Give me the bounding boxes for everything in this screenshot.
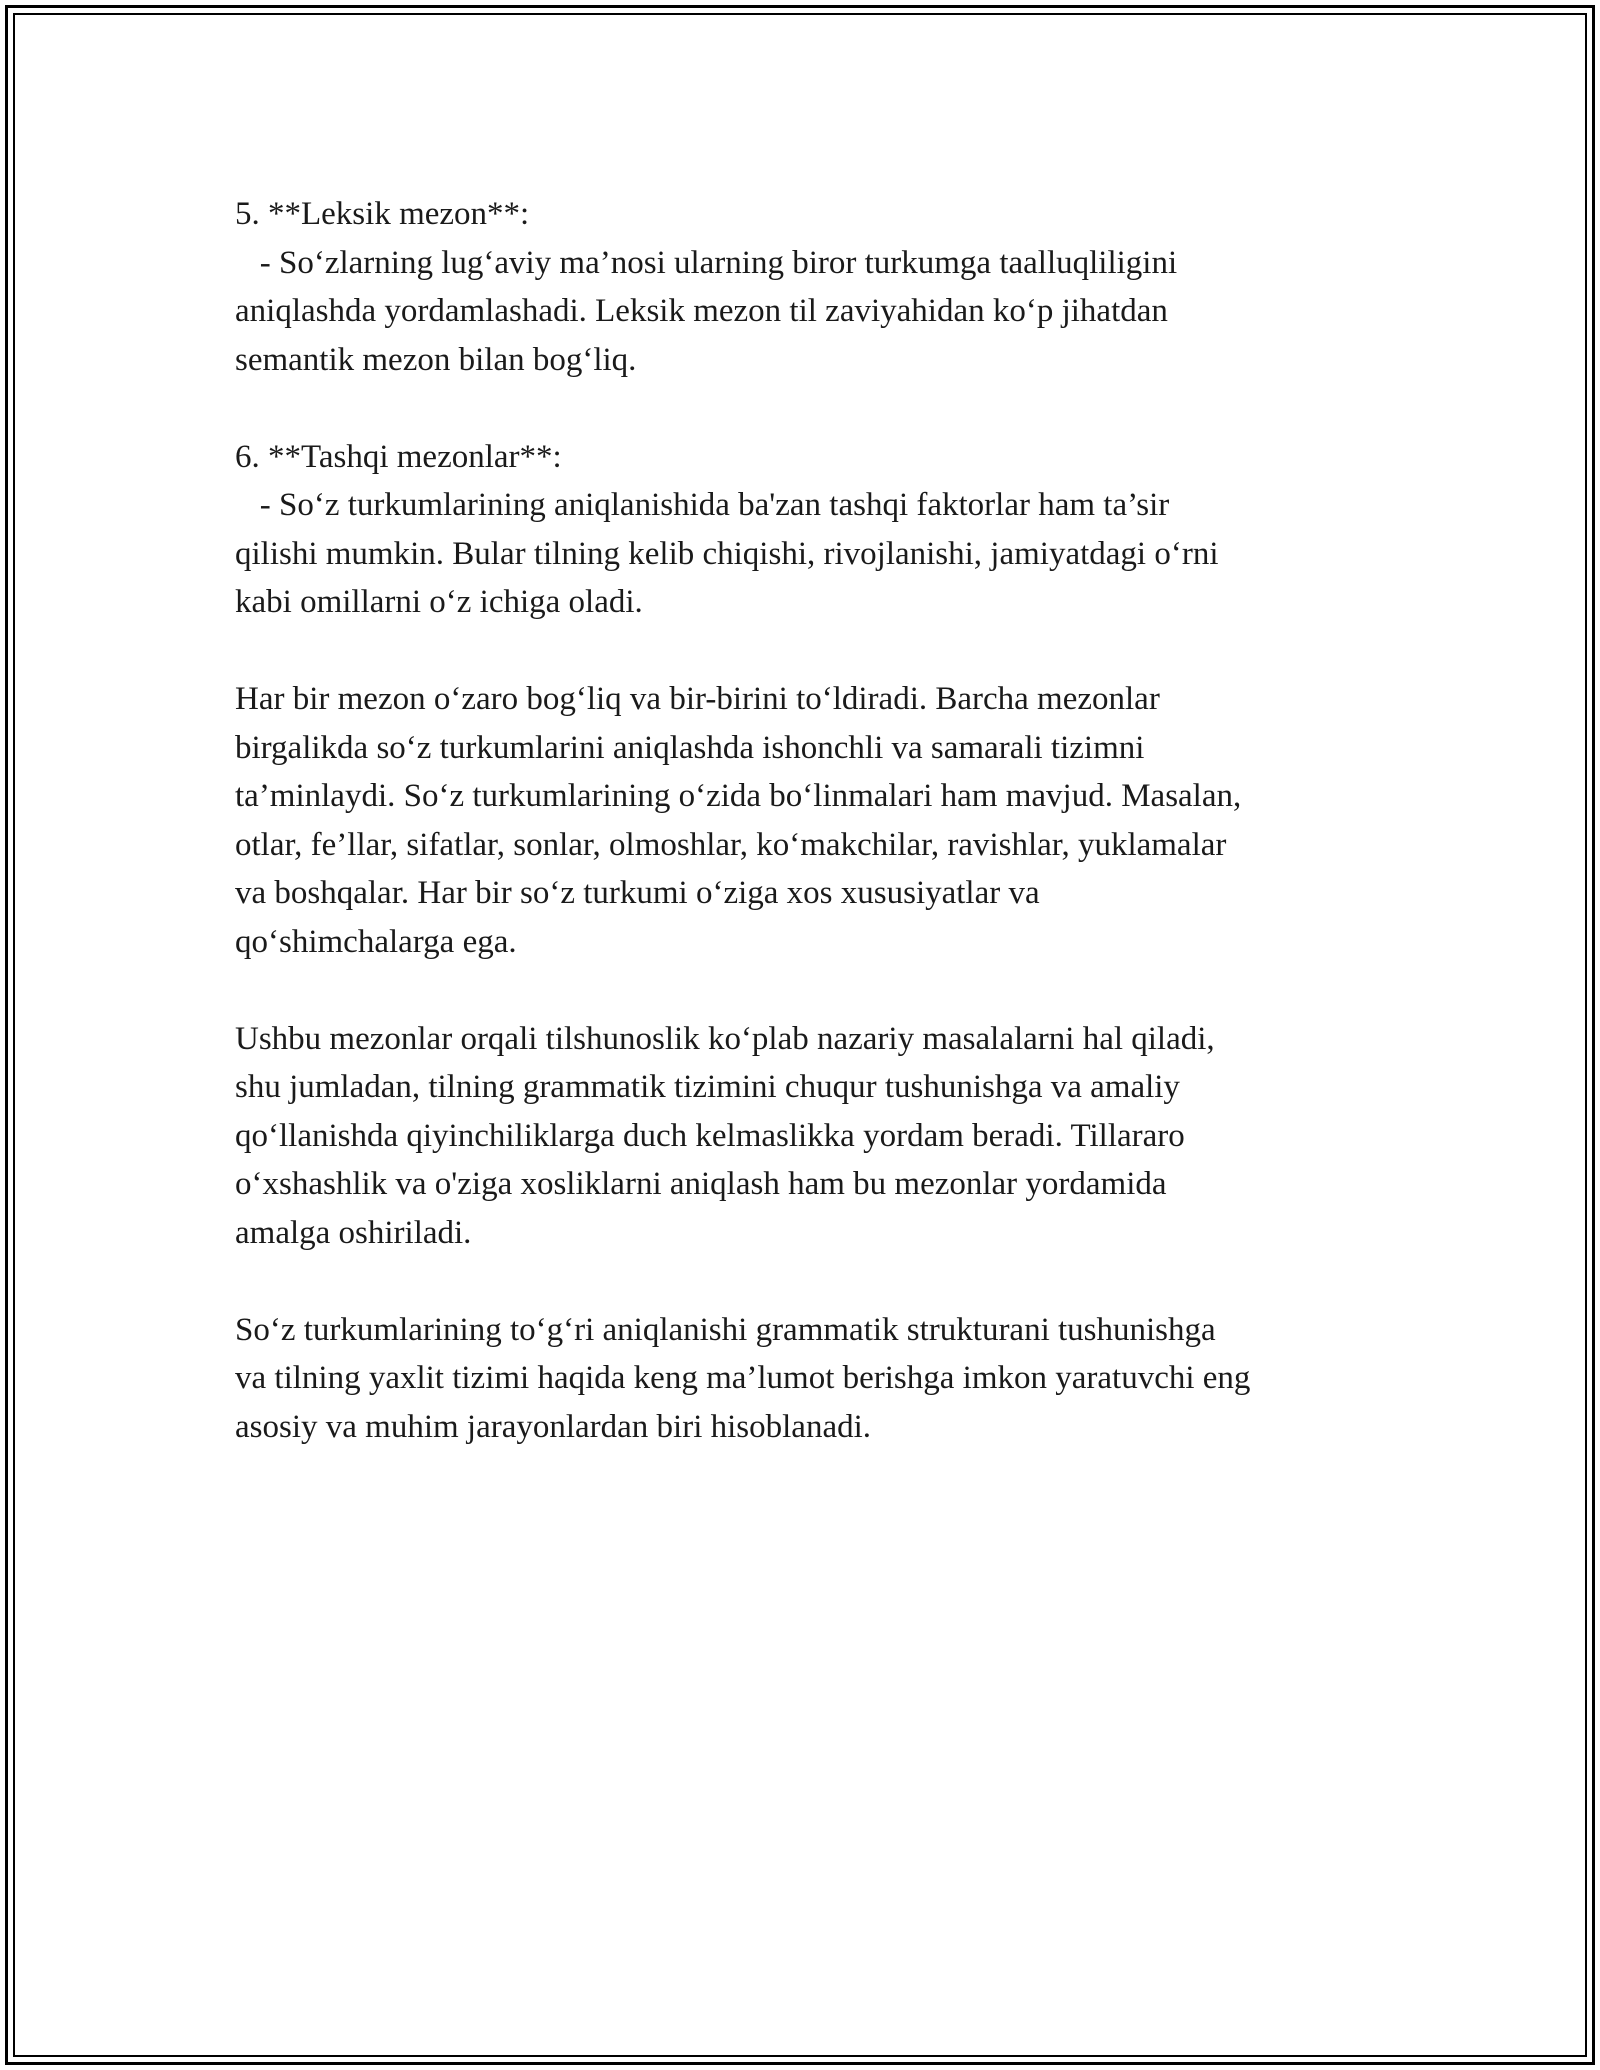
paragraph-har-bir-mezon xyxy=(235,675,1375,966)
paragraph-line: otlar, fe’llar, sifatlar, sonlar, olmoshlar, ko‘makchilar, ravishlar, yuklamalar xyxy=(235,826,1227,863)
paragraph-line: aniqlashda yordamlashadi. Leksik mezon til zaviyahidan ko‘p jihatdan xyxy=(235,293,1168,329)
document-body xyxy=(235,190,1375,1500)
paragraph-line: qilishi mumkin. Bular tilning kelib chiqishi, rivojlanishi, jamiyatdagi o‘rni xyxy=(235,535,1219,572)
paragraph-line: ta’minlaydi. So‘z turkumlarining o‘zida bo‘linmalari ham mavjud. Masalan, xyxy=(235,778,1242,814)
paragraph-line: shu jumladan, tilning grammatik tizimini chuqur tushunishga va amaliy xyxy=(235,1069,1180,1105)
paragraph-line: semantik mezon bilan bog‘liq. xyxy=(235,341,637,378)
paragraph-line: o‘xshashlik va o'ziga xosliklarni aniqlash ham bu mezonlar yordamida xyxy=(235,1166,1167,1202)
section-leksik-mezon xyxy=(235,190,1375,384)
paragraph-line: Har bir mezon o‘zaro bog‘liq va bir-birini to‘ldiradi. Barcha mezonlar xyxy=(235,681,1160,717)
paragraph-line: So‘z turkumlarining to‘g‘ri aniqlanishi grammatik strukturani tushunishga xyxy=(235,1311,1216,1348)
paragraph-line: va tilning yaxlit tizimi haqida keng ma’lumot berishga imkon yaratuvchi eng xyxy=(235,1360,1251,1396)
paragraph-line: va boshqalar. Har bir so‘z turkumi o‘ziga xos xususiyatlar va xyxy=(235,875,1040,911)
section-tashqi-mezonlar xyxy=(235,433,1375,627)
paragraph-line: Ushbu mezonlar orqali tilshunoslik ko‘plab nazariy masalalarni hal qiladi, xyxy=(235,1020,1215,1057)
section-heading: 5. **Leksik mezon**: xyxy=(235,196,530,232)
paragraph-line: amalga oshiriladi. xyxy=(235,1214,472,1251)
paragraph-line: - So‘z turkumlarining aniqlanishida ba'zan tashqi faktorlar ham ta’sir xyxy=(235,487,1170,523)
paragraph-ushbu-mezonlar xyxy=(235,1015,1375,1258)
paragraph-line: kabi omillarni o‘z ichiga oladi. xyxy=(235,584,643,620)
paragraph-line: asosiy va muhim jarayonlardan biri hisoblanadi. xyxy=(235,1408,872,1445)
paragraph-conclusion xyxy=(235,1306,1375,1452)
paragraph-line: - So‘zlarning lug‘aviy ma’nosi ularning biror turkumga taalluqliligini xyxy=(235,244,1178,281)
section-heading: 6. **Tashqi mezonlar**: xyxy=(235,438,562,475)
paragraph-line: qo‘llanishda qiyinchiliklarga duch kelmaslikka yordam beradi. Tillararo xyxy=(235,1117,1185,1154)
paragraph-line: birgalikda so‘z turkumlarini aniqlashda ishonchli va samarali tizimni xyxy=(235,729,1145,766)
paragraph-line: qo‘shimchalarga ega. xyxy=(235,923,517,960)
